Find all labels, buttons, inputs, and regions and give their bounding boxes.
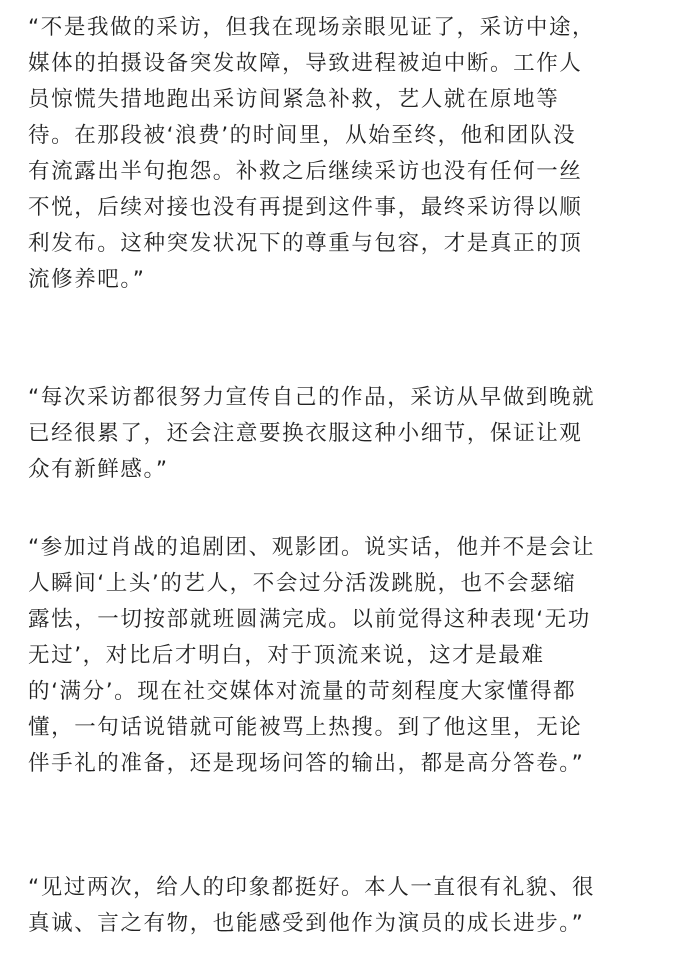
text-line: 真诚、言之有物，也能感受到他作为演员的成长进步。” <box>28 911 585 936</box>
text-line: 露怯，一切按部就班圆满完成。以前觉得这种表现‘无功 <box>28 607 591 632</box>
text-line: 无过’，对比后才明白，对于顶流来说，这才是最难 <box>28 643 545 668</box>
text-line: 懂，一句话说错就可能被骂上热搜。到了他这里，无论 <box>28 715 583 740</box>
quote-paragraph-3 <box>28 530 668 782</box>
quote-paragraph-1 <box>28 10 668 298</box>
quote-paragraph-2 <box>28 380 668 488</box>
quote-paragraph-4 <box>28 870 668 942</box>
text-line: 流修养吧。” <box>28 267 146 292</box>
text-line: “见过两次，给人的印象都挺好。本人一直很有礼貌、很 <box>28 875 596 900</box>
text-line: “每次采访都很努力宣传自己的作品，采访从早做到晚就 <box>28 385 596 410</box>
text-line: “不是我做的采访，但我在现场亲眼见证了，采访中途， <box>28 15 596 40</box>
text-line: 利发布。这种突发状况下的尊重与包容，才是真正的顶 <box>28 231 583 256</box>
text-line: 待。在那段被‘浪费’的时间里，从始至终，他和团队没 <box>28 123 577 148</box>
text-line: 员惊慌失措地跑出采访间紧急补救，艺人就在原地等 <box>28 87 560 112</box>
text-line: 的‘满分’。现在社交媒体对流量的苛刻程度大家懂得都 <box>28 679 577 704</box>
text-line: 伴手礼的准备，还是现场问答的输出，都是高分答卷。” <box>28 751 585 776</box>
text-line: 不悦，后续对接也没有再提到这件事，最终采访得以顺 <box>28 195 583 220</box>
text-line: 有流露出半句抱怨。补救之后继续采访也没有任何一丝 <box>28 159 583 184</box>
text-line: 人瞬间‘上头’的艺人，不会过分活泼跳脱，也不会瑟缩 <box>28 571 577 596</box>
text-line: 众有新鲜感。” <box>28 457 169 482</box>
text-line: “参加过肖战的追剧团、观影团。说实话，他并不是会让 <box>28 535 596 560</box>
text-line: 媒体的拍摄设备突发故障，导致进程被迫中断。工作人 <box>28 51 583 76</box>
text-line: 已经很累了，还会注意要换衣服这种小细节，保证让观 <box>28 421 583 446</box>
